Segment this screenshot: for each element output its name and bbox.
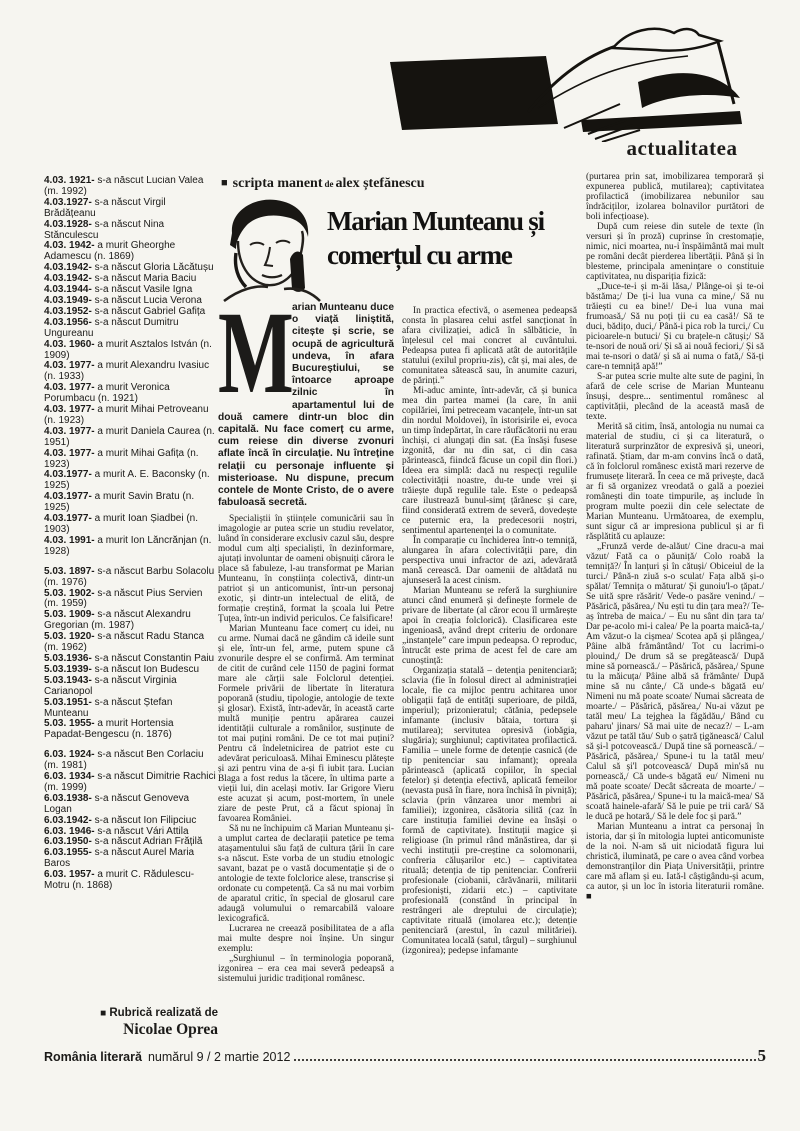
chronology-text: s-a născut Ion Budescu — [94, 663, 200, 675]
chronology-date: 6.03.1950- — [44, 836, 92, 848]
chronology-text: s-a născut Aurel Maria Baros — [44, 847, 195, 870]
section-label: actualitatea — [626, 136, 738, 160]
chronology-text: a murit C. Rădulescu-Motru (n. 1868) — [44, 869, 195, 892]
chronology-entry — [44, 750, 216, 772]
chronology-date: 4.03.1956- — [44, 316, 92, 328]
chronology-entry — [44, 220, 216, 242]
chronology-date: 4.03. 1977- — [44, 382, 95, 394]
chronology-date: 4.03. 1977- — [44, 404, 95, 416]
mouth — [262, 275, 282, 277]
chronology-date: 6.03.1942- — [44, 814, 92, 826]
chronology-entry — [44, 198, 216, 220]
chronology-entry — [44, 567, 216, 589]
chronology-entry — [44, 470, 216, 492]
article-paragraph: „Frunză verde de-alăut/ Cine dracu-a mai văzut/ Fată ca o păuniță/ Colo roabă la temniță?/ În lanțuri și în cătuși/ Obiceiul de la turci./ Până-n ziuă s-o sculat/ Fața albă și-o spălat/ Temnița o măturat/ Și gunoiu'l-o țăpat./ Se uită spre răsărit/ Vede-o pasăre venind./ – Păsărică, păsărea,/ Nu ești tu din țara mea?/ Te-aș întreba de maica./ – Eu nu sânt din țara ta/ Dar pe-acolo mi-i calea/ Pe la poarta maică-ta,/ Am văzut-o la cișmea/ Scotea apă și plângea,/ Pâine albă frământând/ Tot cu lacrimi-o plouind,/ De drum să se pregătească/ După mine să pornească./ – Păsărică, păsărea,/ Spune tu la măicuța/ Pâine albă să frământe/ După mine să nu cânte,/ Că unde-s băgată eu/ Nimeni nu mă poate scoate/ Numai săcreata de moarte./ – Păsărică, păsărea,/ Nu-ai văzut pe tatăl meu/ La tejghea la făgădău,/ Bând cu paharu' jinars/ Să mai uite de necaz?/ – L-am văzut pe tatăl tău/ Sub o șatră țigănească/ Calul să și-l potcovească./ După tine să pornească./ – Păsărică, păsărea,/ Spune-i tu la tatăl meu/ Calul să și'l potcovească/ După min'să nu pornească,/ Că unde-s băgată eu/ Nimeni nu mă poate scoate/ Decât săcreata de moarte./ – Păsărică, păsărea,/ Spune-i tu la maică-mea/ Să scoată hainele-afară/ Să le puie pe trii cară/ Să le ducă pe hotară,/ Să le dele foc și pară.” — [586, 542, 764, 822]
chronology-text: s-a născut Dimitrie Rachici (m. 1999) — [44, 771, 216, 793]
chronology-entry — [44, 318, 216, 340]
chronology-text: s-a născut Gabriel Gafița — [94, 305, 206, 317]
chronology-entry — [44, 176, 216, 198]
chronology-text: s-a născut Genoveva Logan — [44, 792, 190, 815]
chronology-text: s-a născut Vári Attila — [97, 825, 189, 837]
chronology-date: 6.03. 1946- — [44, 825, 95, 837]
chronology-entry — [44, 427, 216, 449]
kicker-de: de — [324, 179, 334, 189]
column-1-paragraphs — [218, 514, 394, 984]
eyes — [250, 241, 290, 245]
article-paragraph: „Surghiunul – în terminologia poporană, izgonirea – era cea mai severă pedeapsă a sistemului juridic tradițional românesc. — [218, 954, 394, 985]
chronology-entry — [44, 698, 216, 720]
chronology-date: 5.03.1936- — [44, 652, 92, 664]
chronology-date: 5.03. 1902- — [44, 587, 95, 599]
chronology-text: a murit Gheorghe Adamescu (n. 1869) — [44, 240, 176, 263]
chronology-text: s-a născut Lucian Valea (m. 1992) — [44, 176, 204, 197]
chronology-text: a murit Hortensia Papadat-Bengescu (n. 1876) — [44, 718, 174, 741]
chronology-text: s-a născut Alexandru Gregorian (m. 1987) — [44, 609, 191, 632]
chronology-entry — [44, 772, 216, 794]
chronology-date: 6.03. 1957- — [44, 869, 95, 881]
chronology-date: 4.03. 1960- — [44, 338, 95, 350]
chronology-entry — [44, 241, 216, 263]
chronology-entry — [44, 870, 216, 892]
chronology-entry — [44, 340, 216, 362]
chronology-text: s-a născut Lucia Verona — [94, 294, 202, 306]
chronology-text: a murit Mihai Petroveanu (n. 1923) — [44, 404, 209, 426]
chronology-entry — [44, 514, 216, 536]
ink-crescent — [638, 73, 740, 108]
chronology-date: 5.03. 1909- — [44, 609, 95, 621]
lead-text: arian Munteanu duce o viață liniștită, citește și scrie, se ocupă de agricultură undeva, în afara Bucureștiului, se întoarce aproape zilnic în apartamentul lui de două camere dintr-un bloc din capitală. Nu face comerț cu arme, cum reiese din diverse zvonuri aflate încă în circulație. Nu întreține relații cu personaje influente și misterioase. Nu dispune, precum contele de Monte Cristo, de o avere fabuloasă secretă. — [218, 302, 394, 509]
chronology-entry — [44, 536, 216, 558]
chronology-text: s-a născut Maria Baciu — [94, 273, 197, 285]
chronology-text: a murit Asztalos István (n. 1909) — [44, 338, 212, 361]
issue-info: numărul 9 / 2 martie 2012 — [147, 1050, 291, 1064]
chronology-text: a murit Savin Bratu (n. 1925) — [44, 491, 195, 514]
rubric-credit — [44, 1006, 218, 1039]
article-paragraph: Lucrarea ne creează posibilitatea de a afla mai multe despre noi înșine. Un singur exemplu: — [218, 924, 394, 955]
article-paragraph: „Duce-te-i și m-ăi lăsa,/ Plânge-oi și te-oi băstăma;/ De ți-i lua vuna ca mine,/ Să nu trăiești cu ea bine!/ De-i lua vuna mai frumoasă,/ Să nu poți ții cu ea casă!/ Să te duci, bădițo, duci,/ Până-i pica rob la turci,/ Cu picioarele-n butuci/ Și cu brațele-n cătuși;/ Să te-nsori de nouă ori/ Și să ai nouă feciori,/ Și să mai te-nsori o dată/ și să ai numa o fată,/ Să-ți care-n temniță apă!” — [586, 282, 764, 372]
chronology-text: s-a născut Barbu Solacolu (m. 1976) — [44, 565, 215, 588]
chronology-entry — [44, 589, 216, 611]
chronology-text: s-a născut Virginia Carianopol — [44, 674, 177, 697]
chronology-date: 4.03.1952- — [44, 305, 92, 317]
chronology-date: 4.03.1944- — [44, 284, 92, 296]
article-headline — [327, 204, 579, 272]
drop-cap: M — [218, 302, 294, 418]
chronology-entry — [44, 794, 216, 816]
chronology-text: a murit Alexandru Ivasiuc (n. 1933) — [44, 360, 210, 383]
column-kicker — [221, 176, 425, 192]
bird-icon — [613, 29, 720, 51]
chronology-date: 4.03. 1977- — [44, 447, 95, 459]
chronology-date: 4.03.1928- — [44, 218, 92, 230]
chronology-date: 5.03.1951- — [44, 696, 92, 708]
chronology-date: 6.03.1955- — [44, 847, 92, 859]
chronology-text: s-a născut Ștefan Munteanu — [44, 696, 173, 719]
chronology-date: 4.03.1977- — [44, 469, 92, 481]
chronology-date: 4.03.1977- — [44, 513, 92, 525]
article-paragraph: Marian Munteanu a intrat ca personaj în istoria, dar și în mitologia luptei anticomuniste de la noi. N-am să uit niciodată figura lui christică, iluminată, pe care o avea când vorbea demonstranților din Piața Universității, printre care mă aflam și eu. Iată-l câștigându-și acum, ca autor, și un loc în istoria literaturii române. ■ — [586, 822, 764, 902]
chronology-entry — [44, 449, 216, 471]
chronology-entry — [44, 383, 216, 405]
chronology-text: s-a născut Ion Filipciuc — [94, 814, 197, 826]
author-portrait-sketch — [216, 193, 323, 307]
article-paragraph: Marian Munteanu se referă la surghiunire atunci când enumeră și definește formele de privare de libertate (al căror ecou îl urmărește apoi în creația folclorică). Clasificarea este ingenioasă, având drept criteriu de ordonare „instanțele” care impun pedeapsa. O reproduc, întrucât este prima de acest fel de care am cunoștință: — [402, 586, 577, 666]
chronology-date: 4.03.1942- — [44, 262, 92, 274]
chronology-date: 4.03. 1991- — [44, 534, 95, 546]
article-paragraph: În comparație cu închiderea într-o temniță, alungarea în afara colectivității pare, din perspectiva unui infractor de azi, adevărată mană cerească. Dar oamenii de altădată nu ajunseseră la acest cinism. — [402, 536, 577, 586]
chronology-entry — [44, 719, 216, 741]
chronology-date: 5.03. 1897- — [44, 565, 95, 577]
article-paragraph: Marian Munteanu face comerț cu idei, nu cu arme. Numai dacă ne gândim că ideile sunt și ele, într-un fel, arme, putem spune că zvonurile despre el se confirmă. Am terminat de citit de curând cele 1150 de pagini format mare ale cărții sale Folclorul detenției. Formele privării de libertate în literatura poporană (studiu, tipologie, antologie de texte și glosar). Există, într-adevăr, în această carte multă muniție pentru apărarea cauzei identității culturale a românilor, susținute de tot mai puțini români. De ce tot mai puțini? Pentru că îndeletnicirea de patriot este cu adevărat periculoasă. Mihai Eminescu plătește și azi pentru vina de a-și fi iubit țara. Lucian Blaga a fost redus la tăcere, în ultima parte a vieții lui, din același motiv. Iar Grigore Vieru este acuzat și acum, post-mortem, în unele ziare de peste Prut, că a făcut spionaj în favoarea României. — [218, 624, 394, 825]
chronology-date: 6.03. 1924- — [44, 749, 95, 761]
shoulders — [224, 287, 320, 301]
article-paragraph: S-ar putea scrie multe alte sute de pagini, în afară de cele scrise de Marian Munteanu însuși, despre... sentimentul românesc al captivității, plecând de la această masă de texte. — [586, 372, 764, 422]
chronology-text: a murit Ioan Șiadbei (n. 1903) — [44, 513, 198, 535]
rubric-author: Nicolae Oprea — [123, 1021, 218, 1038]
article-paragraph: Să nu ne închipuim că Marian Munteanu și-a umplut cartea de declarații patetice pe tema atașamentului său față de cultura țării în care s-a născut. Este vorba de un studiu etnologic savant, bazat pe o vastă documentație și de o antologie de texte folclorice alese, transcrise și ordonate cu competență. Ca să nu mai vorbim de aparatul critic, în special de glosarul care adaugă volumului o remarcabilă valoare lexicografică. — [218, 824, 394, 925]
chronology-date: 5.03. 1920- — [44, 631, 95, 643]
chronology-date: 4.03. 1977- — [44, 360, 95, 372]
chronology-date: 4.03. 1942- — [44, 240, 95, 252]
chronology-entry — [44, 361, 216, 383]
chronology-date: 4.03.1927- — [44, 196, 92, 208]
chronology-text: s-a născut Gloria Lăcătușu — [94, 262, 214, 274]
chronology-date: 4.03.1942- — [44, 273, 92, 285]
square-bullet-icon: ■ — [221, 177, 228, 189]
chronology-group-5-march — [44, 567, 216, 742]
chronology-date: 4.03. 1977- — [44, 425, 95, 437]
chronology-column — [44, 176, 216, 1002]
chronology-date: 4.03.1977- — [44, 491, 92, 503]
chronology-text: a murit A. E. Baconsky (n. 1925) — [44, 469, 210, 492]
square-bullet-icon: ■ — [100, 1008, 107, 1019]
chronology-text: s-a născut Virgil Brădățeanu — [44, 196, 166, 219]
page-number: 5 — [757, 1046, 766, 1065]
hair — [230, 200, 308, 249]
ink-bar — [581, 111, 742, 132]
hand — [290, 252, 305, 292]
masthead-illustration — [388, 16, 765, 142]
chronology-text: a murit Veronica Porumbacu (n. 1921) — [44, 382, 170, 405]
chronology-text: s-a născut Constantin Paiu — [94, 652, 215, 664]
chronology-date: 4.03. 1921- — [44, 176, 95, 186]
article-paragraph: Specialiștii în științele comunicării sau în imagologie ar putea scrie un studiu revelator, luând în considerare exclusiv cazul său, despre modul cum alți specialiști, în dezinformare, ajutați involuntar de oameni obișnuiți cărora le place să fabuleze, l-au transformat pe Marian Munteanu, în conștiința colectivă, dintr-un patriot și un anticomunist, într-un personaj exotic, și dintr-un intelectual de elită, de formație creștină, format la școala lui Petre Țuțea, într-un individ periculos. Ce falsificare! — [218, 514, 394, 625]
chronology-group-4-march — [44, 176, 216, 558]
chronology-date: 5.03.1943- — [44, 674, 92, 686]
article-paragraph: Mi-aduc aminte, într-adevăr, că și bunica mea din partea mamei (la care, în anii copilăriei, îmi petreceam vacanțele, într-un sat din nordul Moldovei), în istorisirile ei, evoca un timp îndepărtat, în care răufăcătorii nu erau închiși, ci alungați din sat. (Ea însăși fusese izgonită, dar nu din sat, ci din casa părintească, fiindcă făcuse un copil din flori.) Ideea era simplă: dacă nu respecți regulile colectivității noastre, du-te unde vrei și trăiește după regulile tale. Este o pedeapsă care ilustrează bunul-simț țărănesc și care, fiind considerată extrem de severă, dovedește ce puternic era, la predecesorii noștri, sentimentul apartenenței la o comunitate. — [402, 386, 577, 536]
chronology-entry — [44, 676, 216, 698]
rubric-note-text: Rubrică realizată de — [109, 1007, 218, 1019]
dotted-leader — [294, 1058, 755, 1061]
chronology-entry — [44, 848, 216, 870]
rubric-note — [44, 1006, 218, 1021]
chronology-entry — [44, 492, 216, 514]
chronology-date: 6.03.1938- — [44, 792, 92, 804]
chronology-entry — [44, 405, 216, 427]
chronology-text: s-a născut Pius Servien (m. 1959) — [44, 587, 203, 610]
chronology-text: s-a născut Adrian Frățilă — [94, 836, 203, 848]
page-footer — [44, 1046, 766, 1066]
chronology-date: 5.03. 1955- — [44, 718, 95, 730]
article-paragraph: Merită să citim, însă, antologia nu numai ca material de studiu, ci și ca literatură, o literatură surprinzător de expresivă și, uneori, rafinată. Știam, dar m-am convins încă o dată, că în folclorul românesc există mari rezerve de frumusețe literară. În ceea ce mă privește, dacă ar fi să organizez vreodată o gală a poeziei românești din toate timpurile, aș include în program multe poezii din cele selectate de Marian Munteanu. Următoarea, de exemplu, sunt sigur că ar impresiona publicul și ar fi răsplătită cu aplauze: — [586, 422, 764, 542]
article-paragraph: Organizația statală – detenția penitenciară; sclavia (fie în folosul direct al administrației locale, fie ca mijloc pentru achitarea unor obligații față de entități superioare, de pildă, imperiul); prizonieratul; cătănia, pedepsele infamante (inclusiv bătaia, tortura și mutilarea); servitutea opresivă (iobăgia, slugăria); surghiunul; captivitatea profilactică. Familia – unele forme de detenție casnică (de tip penitenciar sau infamant); opreala părintească (aplicată copiilor, în special fetelor) și detenția efectivă, aplicată femeilor (nevasta pusă în fiare, nora închisă în pivniță); sclavia (prin vânzarea unor membri ai familiei); izgonirea, căsătoria silită (caz în care instituția familiei devine ea însăși o formă de captivitate). Instituții magice și religioase (în primul rând mănăstirea, dar și vechi instituții pre-creștine ca solomonarii, confreria călușarilor etc.) – captivitatea rituală; detenția de tip penitenciar. Confrerii profesionale (ciobanii, cărăvănarii, militarii profesioniști, zidarii etc.) – captivitate profesională (constând în principal în restrângeri ale dreptului de circulație); captivitate rituală (imolarea etc.); detenție penitenciară (arestul, în cazul milităriei). Comunitatea locală (satul, târgul) – surghiunul (izgonirea); pedepse infamante — [402, 666, 577, 956]
article-column-1 — [218, 302, 394, 1046]
article-paragraph: În practica efectivă, o asemenea pedeapsă consta în plasarea celui astfel sancționat în afara civilizației, adică în sălbăticie, în înțelesul cel mai concret al cuvântului. Pedeapsa putea fi aplicată atât de autoritățile statului (exilul propriu-zis), cât și, mai ales, de comunitatea sătească sau, în anumite cazuri, de părinți.” — [402, 306, 577, 386]
chronology-text: s-a născut Vasile Igna — [94, 284, 193, 296]
article-column-2 — [402, 306, 577, 1046]
ink-block — [390, 56, 558, 130]
chronology-entry — [44, 632, 216, 654]
article-paragraph-continuation: (purtarea prin sat, imobilizarea temporară și expunerea publică, mutilarea); captivitatea profilactică (imobilizarea nebunilor sau îndrăciților, izolarea bolnavilor purtători de boli infecțioase). — [586, 172, 764, 222]
chronology-text: a murit Mihai Gafița (n. 1923) — [44, 447, 199, 470]
chronology-text: s-a născut Radu Stanca (m. 1962) — [44, 631, 205, 654]
article-paragraph: După cum reiese din sutele de texte (în versuri și în proză) cuprinse în crestomație, nimic, nici moartea, nu-i înspăimântă mai mult pe români decât pierderea libertății. Până și în blesteme, principala amenințare o constituie captivitatea, nu dispariția fizică: — [586, 222, 764, 282]
chronology-text: s-a născut Ben Corlaciu (m. 1981) — [44, 749, 204, 772]
chronology-date: 6.03. 1934- — [44, 771, 95, 783]
article-lead — [218, 302, 394, 509]
headline-line2: comerțul cu arme — [327, 240, 512, 270]
chronology-date: 5.03.1939- — [44, 663, 92, 675]
chronology-group-6-march — [44, 750, 216, 892]
headline-line1: Marian Munteanu și — [327, 206, 544, 236]
chronology-text: a murit Daniela Caurea (n. 1951) — [44, 425, 215, 448]
chronology-date: 4.03.1949- — [44, 294, 92, 306]
kicker-series: scripta manent — [232, 176, 323, 191]
article-column-3 — [586, 172, 764, 1038]
chronology-text: s-a născut Nina Stănculescu — [44, 218, 165, 241]
chronology-entry — [44, 610, 216, 632]
publication-title: România literară — [44, 1050, 142, 1064]
nose — [265, 247, 273, 266]
column-3-paragraphs — [586, 222, 764, 902]
kicker-author: alex ștefănescu — [335, 176, 425, 191]
chronology-text: s-a născut Dumitru Ungureanu — [44, 316, 179, 339]
chronology-text: a murit Ion Lăncrănjan (n. 1928) — [44, 534, 212, 557]
